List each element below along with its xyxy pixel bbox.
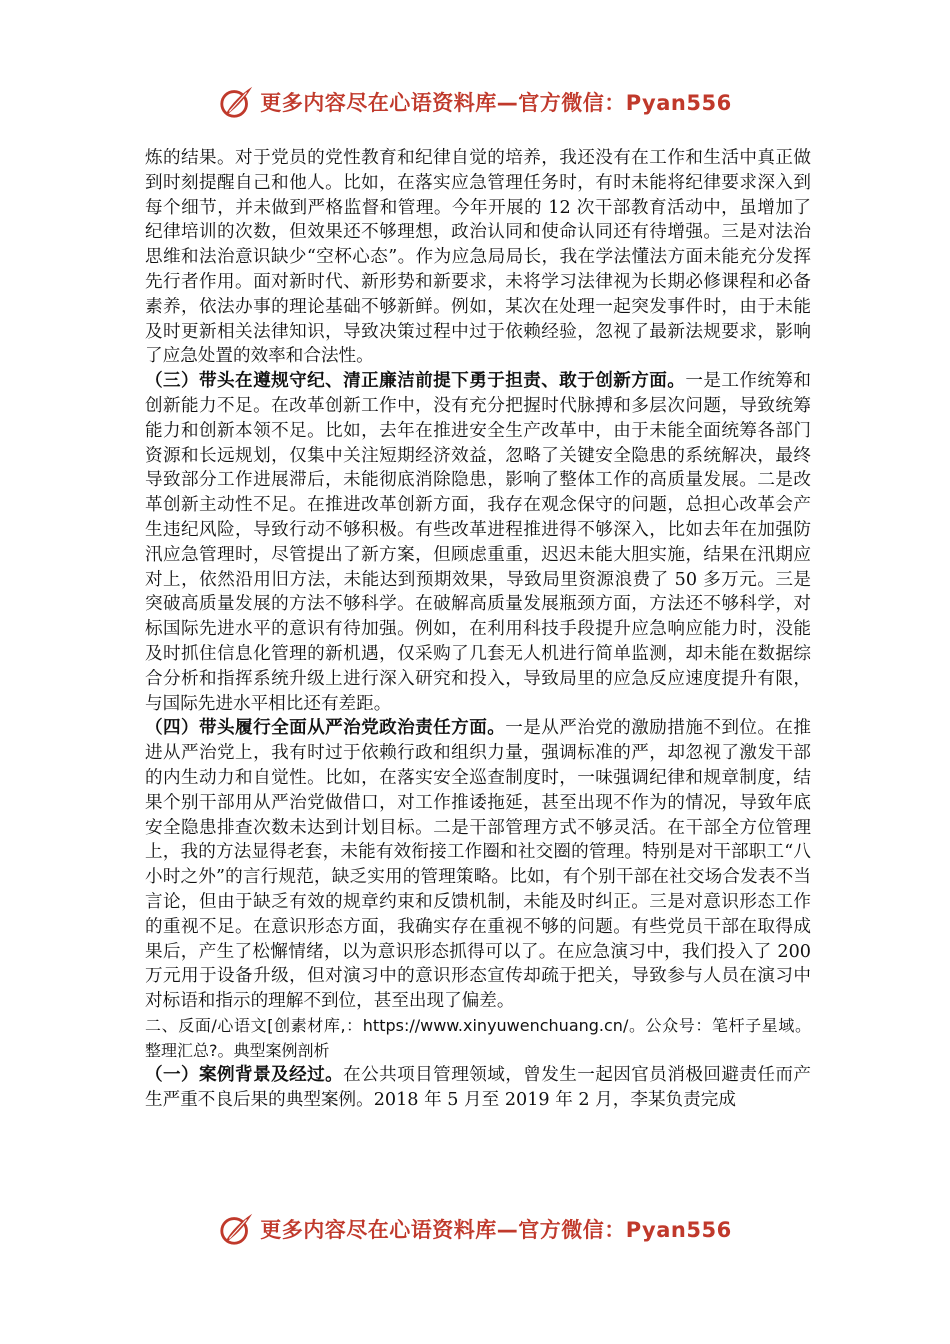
case-background-body: 在公共项目管理领域，曾发生一起因官员消极回避责任而产生严重不良后果的典型案例。2018 年 5 月至 2019 年 2 月，李某负责完成 [145,1065,811,1111]
case-background [145,1063,811,1113]
case-background-heading: （一）案例背景及经过。 [145,1064,344,1086]
section-three-body: 一是工作统筹和创新能力不足。在改革创新工作中，没有充分把握时代脉搏和多层次问题，导致统筹能力和创新本领不足。比如，去年在推进安全生产改革中，由于未能全面统筹各部门资源和长远规划，仅集中关注短期经济效益，忽略了关键安全隐患的系统解决，最终导致部分工作进展滞后，未能彻底消除隐患，影响了整体工作的高质量发展。二是改革创新主动性不足。在推进改革创新方面，我存在观念保守的问题，总担心改革会产生违纪风险，导致行动不够积极。有些改革进程推进得不够深入，比如去年在加强防汛应急管理时，尽管提出了新方案，但顾虑重重，迟迟未能大胆实施，结果在汛期应对上，依然沿用旧方法，未能达到预期效果，导致局里资源浪费了 50 多万元。三是突破高质量发展的方法不够科学。在破解高质量发展瓶颈方面，方法还不够科学，对标国际先进水平的意识有待加强。例如，在利用科技手段提升应急响应能力时，没能及时抓住信息化管理的新机遇，仅采购了几套无人机进行简单监测，却未能在数据综合分析和指挥系统升级上进行深入研究和投入，导致局里的应急反应速度提升有限，与国际先进水平相比还有差距。 [145,371,811,714]
document-body [145,146,811,1113]
section-four [145,716,811,1014]
section-three [145,369,811,716]
quill-feather-logo-icon [218,1210,256,1248]
section-four-body: 一是从严治党的激励措施不到位。在推进从严治党上，我有时过于依赖行政和组织力量，强调标准的严，却忽视了激发干部的内生动力和自觉性。比如，在落实安全巡查制度时，一味强调纪律和规章制度，结果个别干部用从严治党做借口，对工作推诿拖延，甚至出现不作为的情况，导致年底安全隐患排查次数未达到计划目标。二是干部管理方式不够灵活。在干部全方位管理上，我的方法显得老套，未能有效衔接工作圈和社交圈的管理。特别是对干部职工“八小时之外”的言行规范，缺乏实用的管理策略。比如，有个别干部在社交场合发表不当言论，但由于缺乏有效的规章约束和反馈机制，未能及时纠正。三是对意识形态工作的重视不足。在意识形态方面，我确实存在重视不够的问题。有些党员干部在取得成果后，产生了松懈情绪，以为意识形态抓得可以了。在应急演习中，我们投入了 200 万元用于设备升级，但对演习中的意识形态宣传却疏于把关，导致参与人员在演习中对标语和指示的理解不到位，甚至出现了偏差。 [145,718,811,1012]
section-three-heading: （三）带头在遵规守纪、清正廉洁前提下勇于担责、敢于创新方面。 [145,370,686,392]
header-banner [0,82,950,122]
part-two-heading: 二、反面/心语文[创素材库,：https://www.xinyuwenchuang.cn/。公众号：笔杆子星域。整理汇总?。典型案例剖析 [145,1015,811,1060]
paragraph-continuation: 炼的结果。对于党员的党性教育和纪律自觉的培养，我还没有在工作和生活中真正做到时刻提醒自己和他人。比如，在落实应急管理任务时，有时未能将纪律要求深入到每个细节，并未做到严格监督和管理。今年开展的 12 次干部教育活动中，虽增加了纪律培训的次数，但效果还不够理想，政治认同和使命认同还有待增强。三是对法治思维和法治意识缺少“空杯心态”。作为应急局局长，我在学法懂法方面未能充分发挥先行者作用。面对新时代、新形势和新要求，未将学习法律视为长期必修课程和必备素养，依法办事的理论基础不够新鲜。例如，某次在处理一起突发事件时，由于未能及时更新相关法律知识，导致决策过程中过于依赖经验，忽视了最新法规要求，影响了应急处置的效率和合法性。 [145,148,811,367]
footer-banner [0,1209,950,1249]
quill-feather-logo-icon [218,83,256,121]
section-four-heading: （四）带头履行全面从严治党政治责任方面。 [145,717,506,739]
banner-text: 更多内容尽在心语资料库—官方微信：Pyan556 [260,91,732,115]
banner-text: 更多内容尽在心语资料库—官方微信：Pyan556 [260,1218,732,1242]
